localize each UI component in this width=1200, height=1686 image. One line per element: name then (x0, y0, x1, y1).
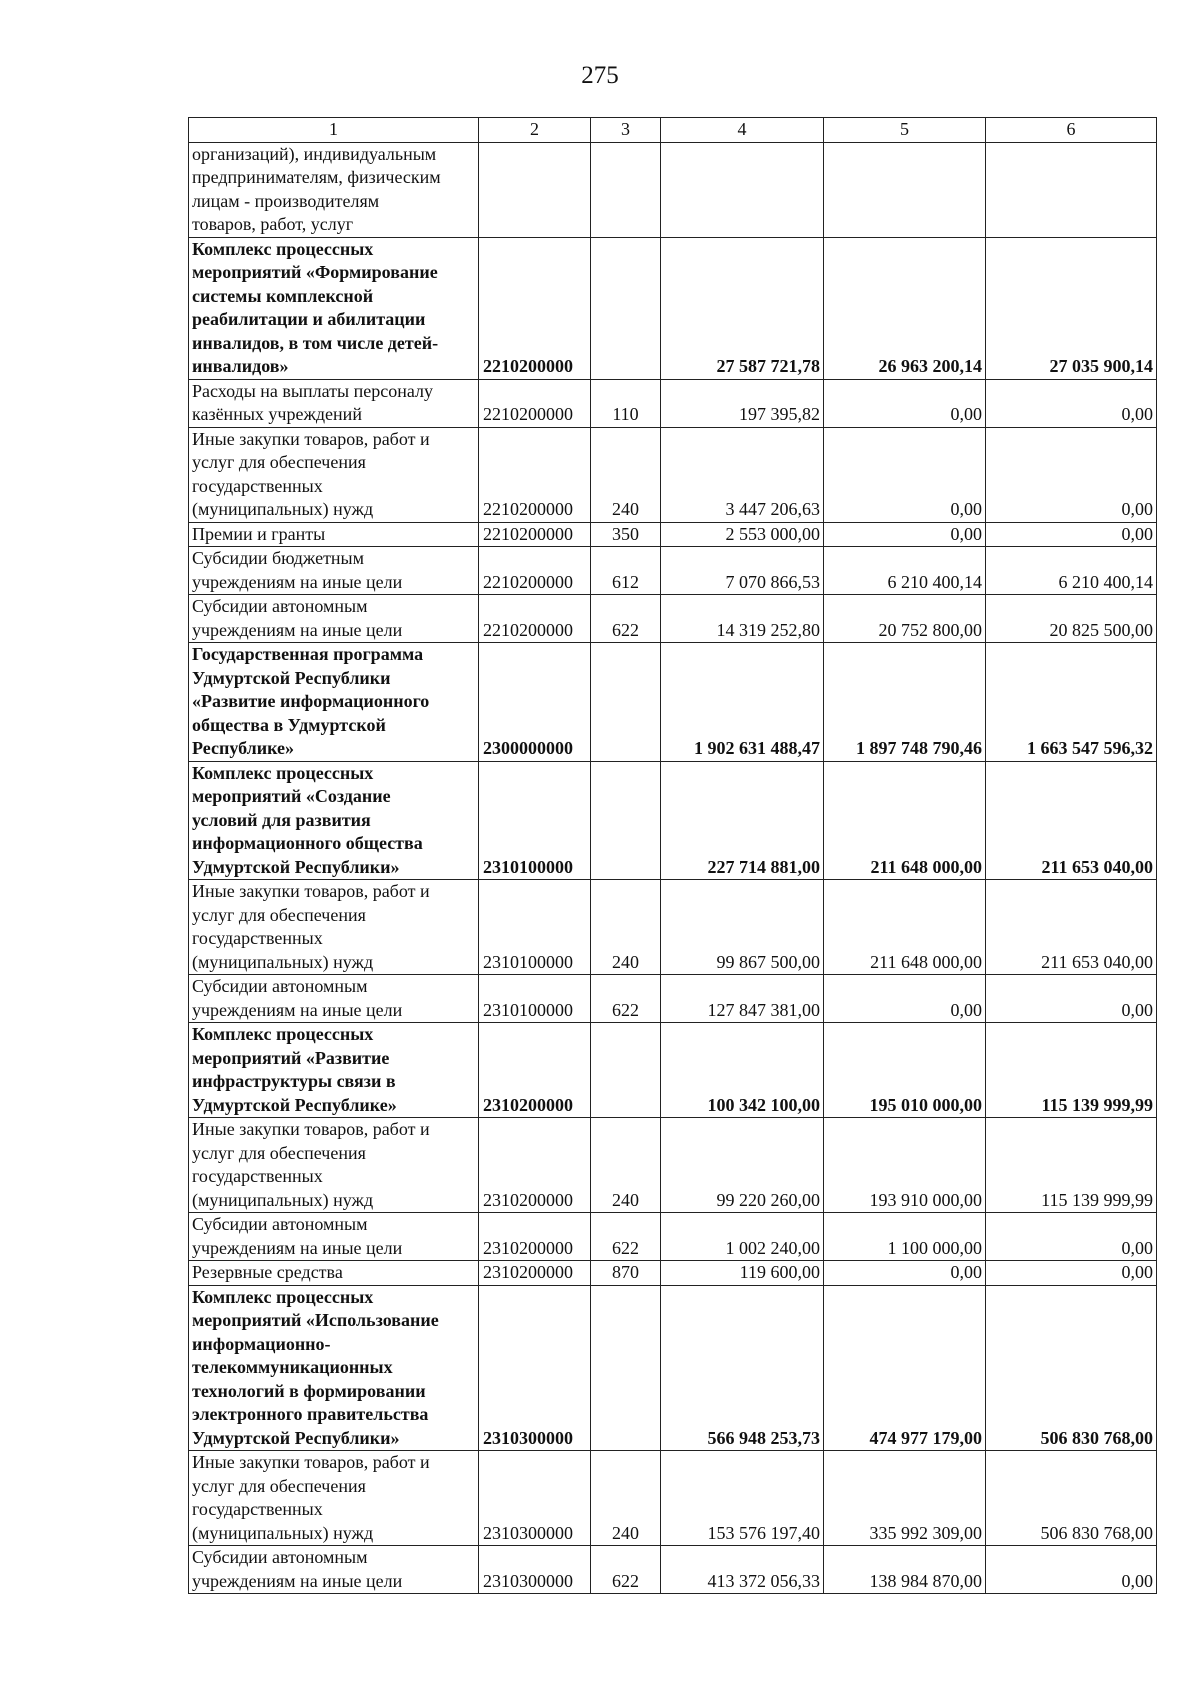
description-line: услуг для обеспечения (192, 452, 366, 472)
row-description (189, 1261, 479, 1286)
row-description (189, 975, 479, 1023)
amount-col-5: 0,00 (824, 379, 986, 427)
table-row (189, 142, 1157, 237)
amount-col-4: 1 902 631 488,47 (661, 643, 824, 762)
expense-type-code: 240 (591, 1451, 661, 1546)
description-line: мероприятий «Формирование (192, 262, 438, 282)
row-description (189, 427, 479, 522)
description-line: лицам - производителям (192, 190, 380, 211)
amount-col-6: 211 653 040,00 (986, 880, 1157, 975)
target-article-code: 2310200000 (479, 1213, 591, 1261)
description-line: предпринимателям, физическим (192, 167, 441, 187)
table-row (189, 1546, 1157, 1594)
amount-col-4: 14 319 252,80 (661, 595, 824, 643)
description-line: Премии и гранты (192, 523, 326, 544)
amount-col-5: 1 897 748 790,46 (824, 643, 986, 762)
amount-col-4: 566 948 253,73 (661, 1285, 824, 1451)
table-row (189, 880, 1157, 975)
description-line: услуг для обеспечения (192, 904, 366, 925)
expense-type-code: 110 (591, 379, 661, 427)
description-line: мероприятий «Использование (192, 1310, 439, 1330)
description-line: Иные закупки товаров, работ и (192, 881, 430, 901)
table-row (189, 1261, 1157, 1286)
row-description (189, 1213, 479, 1261)
amount-col-4: 127 847 381,00 (661, 975, 824, 1023)
expense-type-code: 622 (591, 1213, 661, 1261)
description-line: услуг для обеспечения (192, 1475, 366, 1496)
amount-col-4: 153 576 197,40 (661, 1451, 824, 1546)
table-row (189, 761, 1157, 880)
amount-col-6: 0,00 (986, 379, 1157, 427)
description-line: услуг для обеспечения (192, 1142, 366, 1163)
row-description (189, 379, 479, 427)
amount-col-5: 138 984 870,00 (824, 1546, 986, 1594)
target-article-code: 2310100000 (479, 761, 591, 880)
description-line: товаров, работ, услуг (192, 214, 354, 234)
amount-col-5: 0,00 (824, 522, 986, 547)
expense-type-code (591, 761, 661, 880)
description-line: технологий в формировании (192, 1380, 426, 1401)
amount-col-4: 99 220 260,00 (661, 1118, 824, 1213)
target-article-code: 2310300000 (479, 1285, 591, 1451)
row-description (189, 1118, 479, 1213)
table-row (189, 1118, 1157, 1213)
description-line: Иные закупки товаров, работ и (192, 1452, 430, 1472)
amount-col-6: 115 139 999,99 (986, 1023, 1157, 1118)
expense-type-code: 240 (591, 1118, 661, 1213)
amount-col-5: 20 752 800,00 (824, 595, 986, 643)
description-line: информационного общества (192, 833, 423, 853)
expense-type-code: 350 (591, 522, 661, 547)
row-description (189, 1451, 479, 1546)
amount-col-5: 26 963 200,14 (824, 237, 986, 379)
target-article-code: 2210200000 (479, 237, 591, 379)
amount-col-4: 3 447 206,63 (661, 427, 824, 522)
row-description (189, 643, 479, 762)
table-row (189, 1023, 1157, 1118)
target-article-code: 2310200000 (479, 1118, 591, 1213)
budget-table (188, 117, 1157, 1594)
amount-col-5: 0,00 (824, 975, 986, 1023)
description-line: Резервные средства (192, 1262, 343, 1282)
description-line: инвалидов» (192, 356, 289, 376)
amount-col-6: 0,00 (986, 975, 1157, 1023)
amount-col-4: 197 395,82 (661, 379, 824, 427)
description-line: (муниципальных) нужд (192, 1189, 374, 1210)
description-line: мероприятий «Развитие (192, 1047, 390, 1068)
target-article-code: 2310300000 (479, 1546, 591, 1594)
expense-type-code (591, 1285, 661, 1451)
table-row (189, 237, 1157, 379)
description-line: (муниципальных) нужд (192, 951, 374, 972)
row-description (189, 522, 479, 547)
description-line: Субсидии автономным (192, 976, 368, 996)
amount-col-5: 1 100 000,00 (824, 1213, 986, 1261)
description-line: «Развитие информационного (192, 691, 430, 711)
description-line: государственных (192, 475, 323, 496)
description-line: Иные закупки товаров, работ и (192, 428, 430, 449)
amount-col-6: 27 035 900,14 (986, 237, 1157, 379)
row-description (189, 547, 479, 595)
amount-col-5: 0,00 (824, 427, 986, 522)
target-article-code: 2310300000 (479, 1451, 591, 1546)
description-line: государственных (192, 928, 323, 948)
target-article-code: 2210200000 (479, 547, 591, 595)
description-line: Комплекс процессных (192, 1286, 374, 1307)
description-line: Удмуртской Республики» (192, 1427, 400, 1448)
description-line: государственных (192, 1166, 323, 1186)
row-description (189, 880, 479, 975)
amount-col-5: 211 648 000,00 (824, 761, 986, 880)
expense-type-code (591, 643, 661, 762)
expense-type-code: 622 (591, 975, 661, 1023)
amount-col-6: 0,00 (986, 522, 1157, 547)
target-article-code: 2300000000 (479, 643, 591, 762)
amount-col-4: 99 867 500,00 (661, 880, 824, 975)
header-col-6: 6 (986, 118, 1157, 143)
description-line: Субсидии автономным (192, 1547, 368, 1567)
header-col-3: 3 (591, 118, 661, 143)
description-line: Удмуртской Республики» (192, 856, 400, 877)
description-line: Субсидии автономным (192, 596, 368, 616)
header-col-4: 4 (661, 118, 824, 143)
header-col-5: 5 (824, 118, 986, 143)
description-line: Субсидии бюджетным (192, 548, 365, 568)
amount-col-6: 20 825 500,00 (986, 595, 1157, 643)
target-article-code: 2310200000 (479, 1023, 591, 1118)
row-description (189, 1285, 479, 1451)
amount-col-6 (986, 142, 1157, 237)
target-article-code: 2310100000 (479, 880, 591, 975)
expense-type-code: 622 (591, 595, 661, 643)
target-article-code: 2310200000 (479, 1261, 591, 1286)
amount-col-4: 119 600,00 (661, 1261, 824, 1286)
row-description (189, 237, 479, 379)
description-line: учреждениям на иные цели (192, 571, 403, 592)
amount-col-6: 506 830 768,00 (986, 1451, 1157, 1546)
amount-col-5 (824, 142, 986, 237)
expense-type-code (591, 142, 661, 237)
amount-col-4 (661, 142, 824, 237)
amount-col-5: 193 910 000,00 (824, 1118, 986, 1213)
table-row (189, 1285, 1157, 1451)
expense-type-code: 240 (591, 880, 661, 975)
target-article-code: 2210200000 (479, 522, 591, 547)
expense-type-code: 870 (591, 1261, 661, 1286)
expense-type-code: 612 (591, 547, 661, 595)
amount-col-6: 1 663 547 596,32 (986, 643, 1157, 762)
amount-col-4: 1 002 240,00 (661, 1213, 824, 1261)
description-line: общества в Удмуртской (192, 714, 386, 735)
amount-col-6: 0,00 (986, 1261, 1157, 1286)
description-line: Удмуртской Республики (192, 667, 391, 688)
description-line: (муниципальных) нужд (192, 499, 374, 519)
amount-col-4: 227 714 881,00 (661, 761, 824, 880)
description-line: Комплекс процессных (192, 762, 374, 783)
table-row (189, 427, 1157, 522)
description-line: реабилитации и абилитации (192, 309, 426, 329)
description-line: организаций), индивидуальным (192, 143, 437, 164)
row-description (189, 142, 479, 237)
expense-type-code (591, 237, 661, 379)
amount-col-5: 0,00 (824, 1261, 986, 1286)
header-col-1: 1 (189, 118, 479, 143)
amount-col-4: 413 372 056,33 (661, 1546, 824, 1594)
description-line: Иные закупки товаров, работ и (192, 1119, 430, 1139)
row-description (189, 595, 479, 643)
amount-col-6: 211 653 040,00 (986, 761, 1157, 880)
target-article-code: 2310100000 (479, 975, 591, 1023)
table-row (189, 975, 1157, 1023)
page-number: 275 (581, 62, 619, 89)
amount-col-4: 27 587 721,78 (661, 237, 824, 379)
description-line: инвалидов, в том числе детей- (192, 332, 439, 353)
description-line: Комплекс процессных (192, 1024, 374, 1044)
expense-type-code: 622 (591, 1546, 661, 1594)
description-line: инфраструктуры связи в (192, 1071, 396, 1091)
description-line: Комплекс процессных (192, 238, 374, 259)
amount-col-6: 0,00 (986, 427, 1157, 522)
description-line: государственных (192, 1499, 323, 1519)
table-header (189, 118, 1157, 143)
description-line: системы комплексной (192, 285, 374, 306)
amount-col-4: 7 070 866,53 (661, 547, 824, 595)
row-description (189, 1023, 479, 1118)
expense-type-code: 240 (591, 427, 661, 522)
header-col-2: 2 (479, 118, 591, 143)
table-row (189, 595, 1157, 643)
row-description (189, 761, 479, 880)
amount-col-6: 0,00 (986, 1546, 1157, 1594)
table-row (189, 1213, 1157, 1261)
description-line: мероприятий «Создание (192, 786, 391, 806)
description-line: казённых учреждений (192, 404, 362, 424)
description-line: Расходы на выплаты персоналу (192, 380, 433, 401)
description-line: учреждениям на иные цели (192, 619, 403, 640)
amount-col-4: 100 342 100,00 (661, 1023, 824, 1118)
amount-col-6: 6 210 400,14 (986, 547, 1157, 595)
description-line: телекоммуникационных (192, 1357, 393, 1377)
amount-col-5: 195 010 000,00 (824, 1023, 986, 1118)
table-row (189, 643, 1157, 762)
description-line: Государственная программа (192, 644, 424, 664)
row-description (189, 1546, 479, 1594)
amount-col-6: 0,00 (986, 1213, 1157, 1261)
table-row (189, 1451, 1157, 1546)
target-article-code: 2210200000 (479, 379, 591, 427)
description-line: информационно- (192, 1333, 331, 1354)
description-line: условий для развития (192, 809, 371, 830)
table-body (189, 142, 1157, 1594)
amount-col-6: 506 830 768,00 (986, 1285, 1157, 1451)
amount-col-5: 335 992 309,00 (824, 1451, 986, 1546)
description-line: Субсидии автономным (192, 1214, 368, 1234)
description-line: Республике» (192, 738, 295, 758)
amount-col-6: 115 139 999,99 (986, 1118, 1157, 1213)
amount-col-5: 6 210 400,14 (824, 547, 986, 595)
expense-type-code (591, 1023, 661, 1118)
amount-col-5: 474 977 179,00 (824, 1285, 986, 1451)
description-line: учреждениям на иные цели (192, 999, 403, 1020)
amount-col-5: 211 648 000,00 (824, 880, 986, 975)
header-row (189, 118, 1157, 143)
description-line: Удмуртской Республике» (192, 1094, 397, 1115)
table-row (189, 522, 1157, 547)
target-article-code: 2210200000 (479, 595, 591, 643)
target-article-code: 2210200000 (479, 427, 591, 522)
table-row (189, 379, 1157, 427)
target-article-code (479, 142, 591, 237)
description-line: учреждениям на иные цели (192, 1570, 403, 1591)
amount-col-4: 2 553 000,00 (661, 522, 824, 547)
description-line: (муниципальных) нужд (192, 1522, 374, 1543)
description-line: учреждениям на иные цели (192, 1237, 403, 1258)
table-row (189, 547, 1157, 595)
description-line: электронного правительства (192, 1404, 429, 1424)
